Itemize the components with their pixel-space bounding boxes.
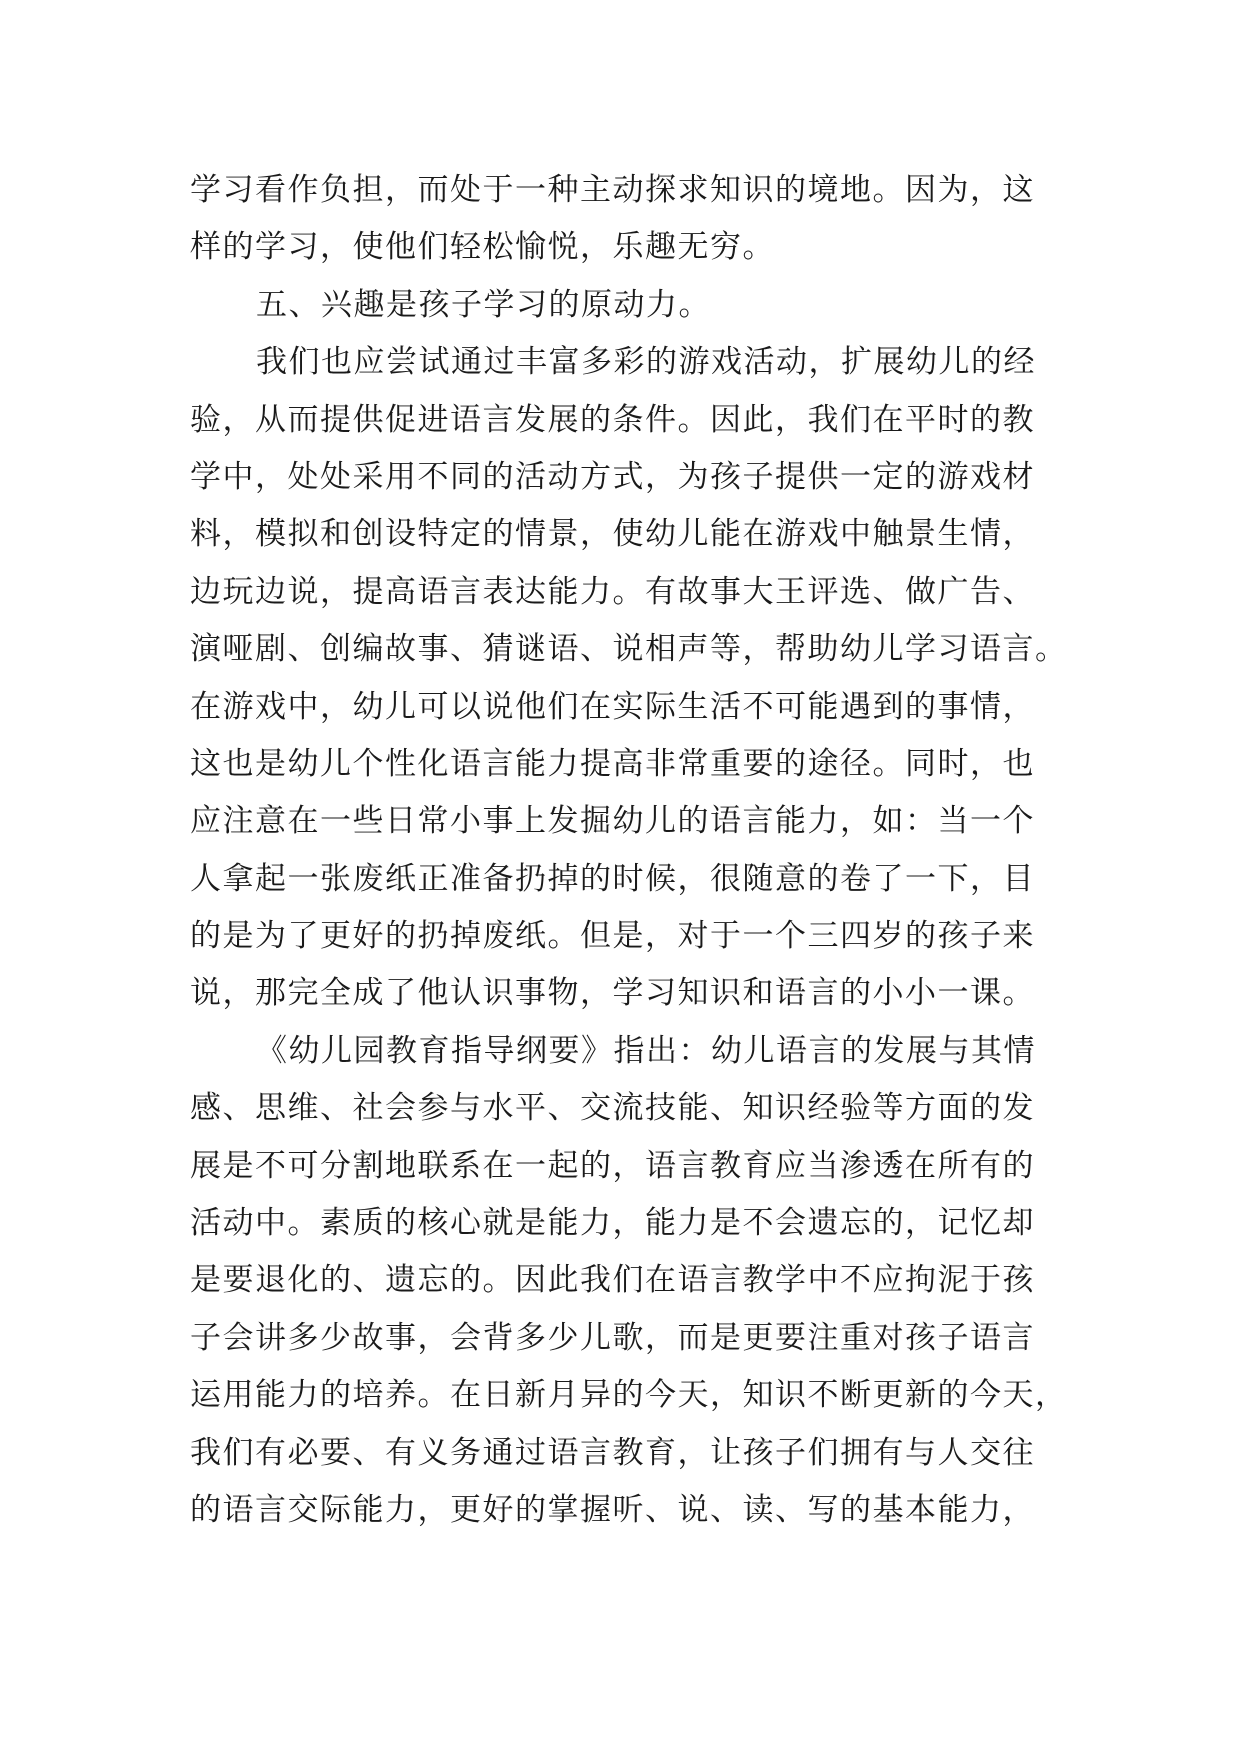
text-line: 学习看作负担，而处于一种主动探求知识的境地。因为，这 [190,172,1035,208]
text-line: 料，模拟和创设特定的情景，使幼儿能在游戏中触景生情， [190,516,1035,553]
text-line: 的语言交际能力，更好的掌握听、说、读、写的基本能力， [190,1491,1035,1528]
text-line: 子会讲多少故事，会背多少儿歌，而是更要注重对孩子语言 [190,1319,1035,1356]
text-line: 运用能力的培养。在日新月异的今天，知识不断更新的今天， [190,1377,1068,1414]
text-line: 的是为了更好的扔掉废纸。但是，对于一个三四岁的孩子来 [190,918,1035,955]
text-line: 学中，处处采用不同的活动方式，为孩子提供一定的游戏材 [190,458,1035,495]
text-line: 活动中。素质的核心就是能力，能力是不会遗忘的，记忆却 [190,1205,1035,1242]
text-line: 是要退化的、遗忘的。因此我们在语言教学中不应拘泥于孩 [190,1262,1035,1299]
text-line: 边玩边说，提高语言表达能力。有故事大王评选、做广告、 [190,573,1035,610]
text-line: 人拿起一张废纸正准备扔掉的时候，很随意的卷了一下，目 [190,860,1035,897]
text-line: 这也是幼儿个性化语言能力提高非常重要的途径。同时，也 [190,745,1035,782]
text-line: 样的学习，使他们轻松愉悦，乐趣无穷。 [190,229,775,266]
text-line: 展是不可分割地联系在一起的，语言教育应当渗透在所有的 [190,1147,1035,1184]
text-line: 在游戏中，幼儿可以说他们在实际生活不可能遇到的事情， [190,688,1035,725]
text-line: 感、思维、社会参与水平、交流技能、知识经验等方面的发 [190,1090,1035,1127]
text-line: 说，那完全成了他认识事物，学习知识和语言的小小一课。 [190,975,1035,1012]
document-body [190,162,1070,1539]
text-line: 验，从而提供促进语言发展的条件。因此，我们在平时的教 [190,401,1035,438]
text-line: 《幼儿园教育指导纲要》指出：幼儿语言的发展与其情 [256,1032,1036,1069]
text-line: 我们也应尝试通过丰富多彩的游戏活动，扩展幼儿的经 [256,344,1036,381]
text-line: 我们有必要、有义务通过语言教育，让孩子们拥有与人交往 [190,1434,1035,1471]
text-line: 应注意在一些日常小事上发掘幼儿的语言能力，如：当一个 [190,803,1035,840]
section-heading: 五、兴趣是孩子学习的原动力。 [256,286,711,323]
text-line: 演哑剧、创编故事、猜谜语、说相声等，帮助幼儿学习语言。 [190,631,1068,668]
